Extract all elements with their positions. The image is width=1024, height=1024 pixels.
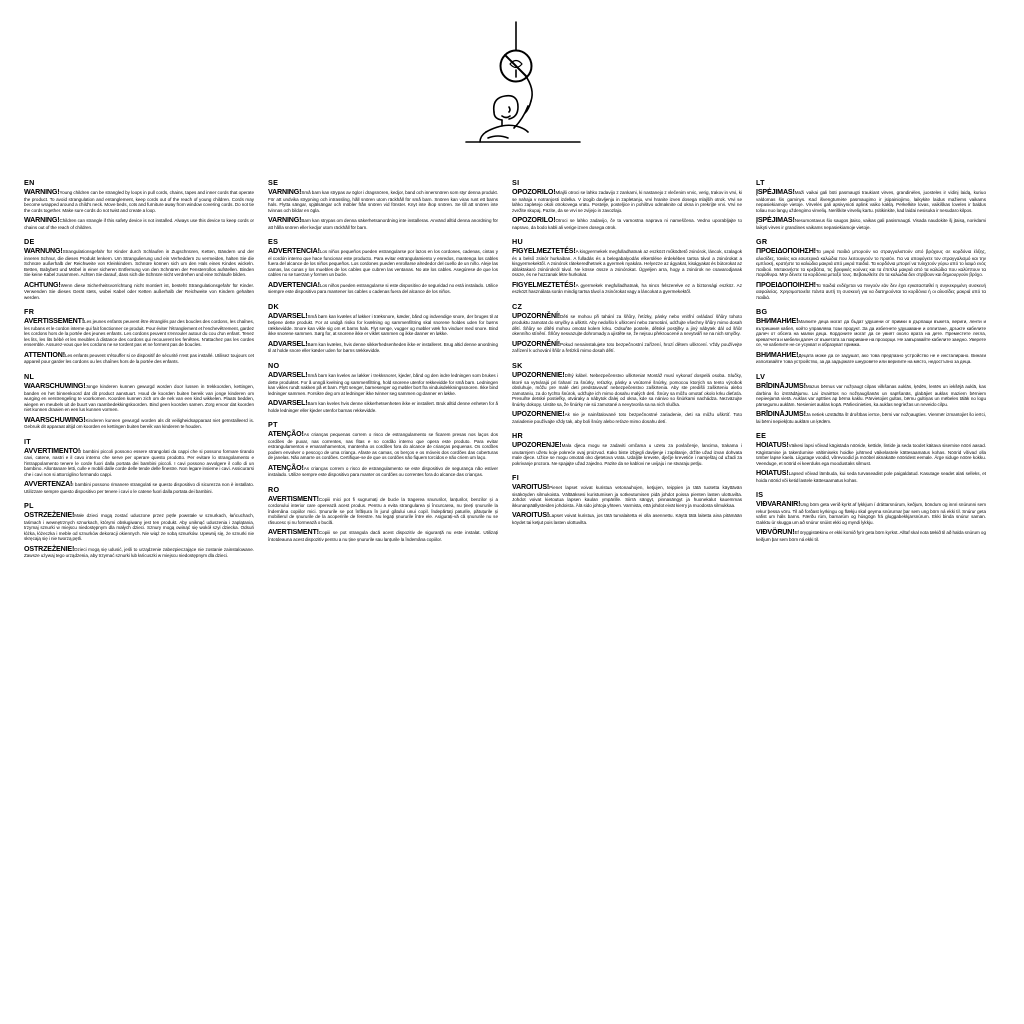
lang-block-es	[268, 237, 498, 295]
warning-body: Maži vaikai gali būti pasmaugti traukiant virves, grandinėles, juosteles ir vidinį laidą, kuriuo valdomas šis gaminys. Kad išvengtumėte pasmaugimo ir įsipainiojimo, laikykite laidus mažiems vaikams nepasiekiamoje vietoje. Virvelės gali apsivynioti aplink vaiko kaklą. Perkelkite lovas, vaikiškas loveles ir baldus toliau nuo langų uždengimo virvelių. Neriškite virvelių kartu. Įsitikinkite, kad laidai nesisuka ir nesudaro kilpos.	[756, 190, 986, 213]
language-column-2	[268, 178, 512, 566]
warning-body: Wenn diese Sicherheitsvorrichtung nicht montiert ist, besteht Strangulationsgefahr für Kinder. Verwenden Sie dieses Gerät stets, wobei Kabel oder Ketten außerhalb der Reichweite von Kindern gehalten werden.	[24, 282, 254, 300]
warning-paragraph	[24, 511, 254, 542]
warning-body: Små barn kan strypas av öglor i dragsnören, kedjor, band och innersnören som styr denna produkt. För att undvika strypning och intrassling, håll snören utom räckhåll för små barn. Snören kan viras runt ett barns hals. Flytta sängar, spjälsängar och möbler från snören vid fönster. Knyt inte ihop snören. Se till att snören inte tvinnas och bildar en ögla.	[268, 190, 498, 213]
warning-paragraph	[512, 247, 742, 278]
warning-body: Dlhý kábel. Nebezpečenstvo uškrtenia! Montáž musí vykonať dospelá osoba. Slučky, ktoré sa vytvárajú pri ťahaní za šnúrky, reťazky, pásky a vnútorné šnúrky, pomocou ktorých sa tento výrobok obsluhuje, môžu pre malé deti predstavovať nebezpečenstvo zaškrtenia. Aby ste predišli zaškrteniu alebo zamotaniu, za do tychto šnúrok, udržujte ich mimo dosahu malých detí. Šnúry sa môžu omotať okolo krku dieťaťa. Presuňte detské postieľky, otváraky a nábytok ďalej od okna, kde sa nánivo so šnúrkami nachádza. Nezväzujte šnúrky dokopy. Uistite sa, že šnúrky nie sú zamotané a nevytvorila sa na nich slučka.	[512, 372, 742, 407]
warning-body: As crianças correm o risco de estrangulamento se este dispositivo de segurança não estiver instalado. Utilize sempre este dispositivo para manter os cordões ou correntes fora do alcance das crianças.	[268, 465, 498, 478]
lang-block-ro	[268, 485, 498, 543]
warning-heading: UPOZORNENIE!	[512, 410, 565, 419]
warning-heading: ATTENTION!	[24, 350, 65, 359]
lang-block-bg	[756, 307, 986, 365]
warning-heading: ADVARSEL!	[268, 370, 308, 379]
warning-paragraph	[24, 382, 254, 413]
warning-body: I bambini piccoli possono essere strangolati da cappi che si possono formare tirando cavi, catene, nastri e il cavo interno che serve per operare questo prodotto. Per evitare lo strangolamento e l'intrappolamento tenere le corde fuori dalla portata dei bambini piccoli. I cavi possono avvolgere il collo di un bambino. Allontanare letti, culle e mobili dalle corde delle tende delle finestre. Non legare insieme i cavi. Assicurarsi che i cavi non si attorciglino formando cappi.	[24, 448, 254, 477]
lang-block-is	[756, 490, 986, 542]
lang-code-no: NO	[268, 360, 280, 370]
warning-heading: AVERTISSEMENT!	[24, 317, 85, 326]
warning-paragraph	[756, 382, 986, 407]
warning-paragraph	[756, 351, 986, 365]
warning-heading: ACHTUNG!	[24, 280, 61, 289]
warning-paragraph	[756, 317, 986, 348]
warning-body: Barn kan strypas om denna säkerhetsanordning inte installeras. Använd alltid denna anordning för att hålla snören eller kedjor utom räckhåll för barn.	[268, 218, 498, 230]
lang-code-is: IS	[756, 490, 764, 500]
warning-heading: ВНИМАНИЕ!	[756, 317, 799, 326]
lang-block-hr	[512, 431, 742, 466]
warning-body: Dzieci mogą się udusić, jeśli to urządzenie zabezpieczające nie zostanie zainstalowane. Zawsze używaj tego urządzenia, aby trzymać sznurki lub łańcuszki w miejscu niedostępnym dla dzieci.	[24, 546, 254, 559]
lang-code-si: SI	[512, 178, 520, 187]
warning-body: Τα μικρά παιδιά μπορούν να στραγγαλιστούν από βρόχους σε κορδόνια έλξης, αλυσίδες, ταινίες και εσωτερικά καλώδια που λειτουργούν το προϊόν. Για να αποφύγετε τον στραγγαλισμό και την εμπλοκή, κρατήστε τα καλώδια μακριά από μικρά παιδιά. Τα κορδόνια μπορεί να τυλιχτούν γύρω από το λαιμό ενός παιδιού. Μετακινήστε τα κρεβάτια, τις βρεφικές κούνιες και τα έπιπλα μακριά από τα καλώδια που καλύπτουν τα παράθυρα. Μην δένετε τα κορδόνια μεταξύ τους. Βεβαιωθείτε ότι τα καλώδια δεν στρίβουν και δημιουργούν βρόχο.	[756, 249, 986, 278]
warning-body: Mazus bērnus var nožņaugt cilpas vilkšanas auklās, ķēdēs, lentēs un iekšējā auklā, kas darbina šo izstrādājumu. Lai izvairītos no nožņaugšanās un sapīšanās, glabājiet auklas maziem bērniem nepieejamā vietā. Auklas var aptīties ap bērna kaklu. Pārvietojiet gultas, bērnu gultiņas un mēbeles tālāk no logu pārsegumu auklām. Nesieniet auklas kopā. Pārliecinieties, ka auklas negriežas un neveido cilpu.	[756, 383, 986, 407]
warning-body: Mlajši otroci se lahko zadavijo z zankami, ki nastanejo z vlečenim vrvic, verig, trakov in vrvi, ki se nahaja v notranjosti izdelka. V izogib davljenju in zapletanju, vrvi hranite izven dosega mlajših otrok. Vrvi se lahko zapletejo okoli otrokovega vratu. Postelje, posteljice in pohištvo odmaknite od okna in prekrijte vrvi. Vrvi ne zvežite skupaj. Pazite, da se vrvi ne zvijejo in zavozlajo.	[512, 190, 742, 213]
warning-paragraph	[24, 447, 254, 478]
warning-heading: ВНИМАНИЕ!	[756, 350, 799, 359]
lang-code-lv: LV	[756, 371, 766, 381]
warning-heading: ĮSPĖJIMAS!	[756, 188, 795, 196]
warning-heading: WARNING!	[24, 216, 60, 225]
warning-paragraph	[268, 216, 498, 230]
lang-block-lv	[756, 372, 986, 424]
warning-heading: UPOZORNENIE!	[512, 370, 565, 379]
warning-body: Väikesi lapsi võivad kägistada nööride, kettide, lintide ja seda toodet käitava sisemise nööri aasad. Kägistamise ja takerdumise vältimiseks hoidke juhtmed väikelastele kättesaamatus kohas. Nöörid võivad olla ümber lapse kaela. Liigutage voodid, võrevoodid ja mööbel aknakatte nööridest eemale. Ärge siduge nööre kokku. Veenduge, et nöörid ei keerduks ega moodustaks silmust.	[756, 443, 986, 466]
warning-heading: ATENÇÃO!	[268, 463, 304, 472]
warning-heading: ATENÇÃO!	[268, 430, 304, 439]
warning-heading: ΠΡΟΕΙΔΟΠΟΙΗΣΗ!	[756, 247, 816, 256]
lang-block-pl	[24, 501, 254, 559]
warning-body: Små barn kan kveles av løkker i trekksnorer, kjeder, bånd og den indre ledningen som brukes i dette produktet. For å unngå kvelning og sammenfiltring, hold snorene utenfor rekkevidde for små barn. Ledningen kan vikles rundt nakken på et barn. Flytt senger, barnesenger og møbler bort fra vinduisdekkningssnoren. Ikke bind ledninger sammen. Forsikre deg om at ledninger ikke tvinner seg sammen og danner en løkke.	[268, 372, 498, 396]
warning-heading: WARNUNG!	[24, 247, 63, 256]
warning-body: Barn kan kveles hvis denne sikkerhetsenheten ikke er installert. Bruk alltid denne enheten for å holde ledninger eller kjeder utenfor barnas rekkevidde.	[268, 401, 498, 413]
warning-heading: UPOZORNĚNÍ!	[512, 311, 561, 320]
warning-paragraph	[24, 545, 254, 559]
warning-heading: OPOZORILO!	[512, 188, 556, 196]
warning-paragraph	[756, 247, 986, 278]
warning-heading: AVVERTENZA!	[24, 480, 73, 489]
lang-block-se	[268, 178, 498, 230]
lang-block-gr	[756, 237, 986, 300]
warning-heading: ADVERTENCIA!	[268, 280, 320, 289]
warning-paragraph	[24, 216, 254, 230]
lang-block-pt	[268, 420, 498, 478]
lang-block-nl	[24, 372, 254, 430]
warning-body: Børn kan kvæles, hvis denne sikkerhedsenheden ikke er installeret. Brug altid denne anordning til at holde snore eller kæder uden for børns rækkevidde.	[268, 341, 498, 354]
lang-block-en	[24, 178, 254, 230]
warning-paragraph	[512, 312, 742, 337]
lang-code-it: IT	[24, 436, 31, 446]
warning-heading: VARNING!	[268, 188, 302, 196]
language-column-4	[756, 178, 1000, 566]
warning-body: Lapset voivat kuristua, jos tätä turvalaitetta ei olla asennettu. Käytä tätä laitetta aina pitämään köydet tai ketjut pois lasten ulottuvilta.	[512, 513, 742, 525]
lang-block-it	[24, 437, 254, 495]
lang-code-gr: GR	[756, 237, 768, 247]
warning-paragraph	[268, 430, 498, 461]
lang-block-no	[268, 361, 498, 413]
warning-body: Les jeunes enfants peuvent être étranglés par des boucles des cordons, les chaînes, les rubans et le cordon interne qui fait fonctionner ce produit. Pour éviter l'étranglement et l'enchevêtrement, gardez les cordons hors de la portée des jeunes enfants. Les cordons peuvent s'enrouler autour du cou d'un enfant. Tenez les lits, les lits bébé et les meubles à distance des cordons qui recouvrent les fenêtres. N'attachez pas les cordes ensemble. Assurez-vous que les cordons ne se tordent pas et ne forment pas de boucles.	[24, 319, 254, 348]
warning-body: I bambini possono rimanere strangolati se questo dispositivo di sicurezza non è installato. Utilizzare sempre questo dispositivo per tenere i cavi o le catene fuori dalla portata dei bambini.	[24, 482, 254, 494]
warning-heading: ADVARSEL!	[268, 311, 308, 320]
lang-code-cz: CZ	[512, 301, 523, 311]
lang-code-fi: FI	[512, 473, 519, 483]
warning-body: Ung börn geta verið kyrkt af lykkjum í dráttarsnúrum, keðjum, böndum og innri snúrunni sem rekur þessa vöru. Til að forðast kyrkingu og flækju skal geyma snúrurnar þar sem ung börn ná ekki til. Snúrur geta vafist um háls barns. Færðu rúm, barnarúm og húsgögn frá gluggabekkjarsnúrum. Ekki binda snúrur saman. Gakktu úr skugga um að snúrur snúist ekki og myndi lykkju.	[756, 502, 986, 525]
warning-paragraph	[268, 188, 498, 213]
warning-paragraph	[268, 495, 498, 526]
warning-paragraph	[512, 188, 742, 213]
warning-body: Små børn kan kvæles af løkker i træksnore, kæder, bånd og indvendige snore, der bruges til at betjene dette produkt. For at undgå risiko for kvælning og sammenfiltring skal snorene holdes uden for børns rækkevidde. Snore kan vikle sig om et barns hals. Flyt senge, vugger og møbler væk fra vinduer med snore. Bind ikke snorene sammen. Sørg for, at snorene ikke er viklet sammen og ikke danner en løkke.	[268, 313, 498, 337]
warning-heading: OSTRZEŻENIE!	[24, 544, 75, 553]
warning-body: Los niños pequeños pueden estrangularse por lazos en los cordones, cadenas, cintas y el cordón interno que hace funcionar este producto. Para evitar estrangulamiento y enredos, mantenga los cables fuera del alcance de los niños pequeños. Los cordones pueden enrollarse alrededor del cuello de un niño. Aleje las camas, las cunas y los muebles de los cables que cubren las ventanas. No ate los cables. Asegúrese de que los cables no se tuerzan y formen un bucle.	[268, 249, 498, 278]
warning-body: Otroci se lahko zadavijo, če ta varnostna naprava ni nameščena. Vedno uporabljajte to napravo, da bodo kabli ali verige izven dosega otrok.	[512, 218, 742, 230]
warning-body: Pokud nenainstalujete toto bezpečnostní zařízení, hrozí dětem uškrcení. Vždy používejte zařízení k uchování šňůr a řetízků mimo dosah dětí.	[512, 341, 742, 354]
warning-body: As crianças pequenas correm o risco de estrangulamento se ficarem presas nos laços dos cordões de puxar, nas correntes, nas fitas e no cordão interno que opera este produto. Para evitar estrangulamentos e emaranhamentos, mantenha os cordões fora do alcance de crianças pequenas. Os cordões podem envolver o pescoço de uma criança. Afaste as camas, os berços e os móveis dos cordões das coberturas de janelas. Não amarre os cordões. Certifique-se de que os cordões não fiquem torcidos e não criem um laço.	[268, 432, 498, 461]
lang-block-lt	[756, 178, 986, 230]
warning-body: Jonge kinderen kunnen gewurgd worden door lussen in trekkoorden, kettingen, banden en het binnenkoord dat dit product aanstuurt. Houd de koorden buiten bereik van jonge kinderen om wurging en verstrengeling te voorkomen. Koorden kunnen zich om de nek van een kind wikkelen. Plaats bedden, wiegen en meubels uit de buurt van raambedekkingskoorden. Bind geen koorden samen. Zorg ervoor dat koorden niet kunnen draaien en een lus kunnen vormen.	[24, 383, 254, 413]
lang-code-ro: RO	[268, 484, 280, 494]
warning-heading: ADVARSEL!	[268, 339, 308, 348]
warning-paragraph	[512, 483, 742, 508]
warning-paragraph	[756, 216, 986, 230]
warning-paragraph	[24, 480, 254, 494]
lang-block-dk	[268, 302, 498, 354]
warning-body: Децата може да се задушат, ако това предпазно устройство не е инсталирано. Винаги използвайте това устройство, за да задържате шнуровете или веригите на място, недостъпно за деца.	[756, 352, 986, 365]
warning-paragraph	[24, 281, 254, 301]
warning-paragraph	[756, 188, 986, 213]
warning-paragraph	[24, 188, 254, 213]
lang-block-ee	[756, 431, 986, 483]
warning-paragraph	[24, 317, 254, 348]
warning-paragraph	[512, 371, 742, 407]
warning-body: A kisgyermekek megfulladhatnak az eszközt működtető zsinórok, láncok, szalagok és a belső zsinór hurkaiban. A fulladás és a belegabalyodás elkerülése érdekében tartsa távol a zsinórokat a kisgyermekektől. A zsinórok rátekeredhetnek a gyermek nyakára. Helyezze az ágyakat, kiságyakat és bútorokat az ablaktakaró zsinórokról távol. Ne kösse össze a zsinórokat. Ügyeljen arra, hogy a zsinórok ne csavarodjanak össze, és ne hozzanak létre hurkokat.	[512, 249, 742, 278]
warning-heading: VIÐVARANIR!	[756, 500, 801, 509]
lang-code-de: DE	[24, 237, 35, 247]
warning-paragraph	[268, 312, 498, 337]
warning-body: Ak nie je nainštalované toto bezpečnostné zariadenie, deti sa môžu uškrtiť. Toto zariadenie používajte vždy tak, aby boli šnúry alebo reťaze mimo dosahu detí.	[512, 412, 742, 424]
warning-paragraph	[756, 469, 986, 483]
warning-heading: WAARSCHUWING!	[24, 415, 86, 424]
warning-heading: VARNING!	[268, 216, 302, 225]
warning-heading: WARNING!	[24, 188, 60, 196]
warning-body: Małe dzieci mogą zostać uduszone przez pętle powstałe w sznurkach, łańcuchach, taśmach i wewnętrznych sznurkach, którymi obsługiwany jest ten produkt. Aby uniknąć uduszenia i zaplątania, trzymaj sznurki w miejscu niedostępnym dla małych dzieci. Sznury mogą owinąć się wokół szyi dziecka. Odsuń łóżka, łóżeczka i meble od sznurków dekoracji okiennych. Nie wiąż ze sobą sznurków. Upewnij się, że sznurki nie skręcają się i nie tworzą pętli.	[24, 513, 254, 542]
warning-paragraph	[268, 371, 498, 396]
warning-heading: ĮSPĖJIMAS!	[756, 216, 795, 225]
warning-paragraph	[512, 340, 742, 354]
warning-heading: FIGYELMEZTETÉS!	[512, 280, 576, 289]
lang-code-pl: PL	[24, 501, 34, 511]
lang-block-cz	[512, 302, 742, 354]
lang-block-fr	[24, 307, 254, 365]
lang-block-fi	[512, 473, 742, 525]
lang-block-de	[24, 237, 254, 300]
warning-heading: FIGYELMEZTETÉS!	[512, 247, 576, 256]
warning-heading: VAROITUS!	[512, 511, 550, 520]
warning-paragraph	[24, 351, 254, 365]
warning-heading: HOIATUS!	[756, 441, 789, 450]
warning-paragraph	[756, 528, 986, 542]
warning-paragraph	[756, 281, 986, 301]
warning-paragraph	[268, 464, 498, 478]
warning-paragraph	[756, 500, 986, 525]
lang-code-se: SE	[268, 178, 279, 187]
warning-paragraph	[756, 410, 986, 424]
warning-heading: WAARSCHUWING!	[24, 381, 86, 390]
warning-heading: HOIATUS!	[756, 469, 789, 478]
lang-code-nl: NL	[24, 371, 35, 381]
lang-code-fr: FR	[24, 307, 35, 317]
warning-paragraph	[24, 247, 254, 278]
lang-block-hu	[512, 237, 742, 295]
warning-paragraph	[512, 216, 742, 230]
warning-body: Copiii mici pot fi sugrumați de bucle la tragerea snururilor, lanțurilor, benzilor și a cordonului interior care operează acest produs. Pentru a evita strangularea și încurcarea, nu țineți șnururile la îndemâna copiilor mici. Șnururile se pot înfășura în jurul gâtului unui copil. Îndepărtați paturile, pătuțurile și mobilierul de șnururile de la acoperirile de ferestre. Nu legați șnururile între ele. Asigurați-vă că șnururile nu se răsucesc și nu formează o buclă.	[268, 496, 498, 525]
lang-block-si	[512, 178, 742, 230]
warning-heading: AVERTISMENT!	[268, 528, 319, 537]
warning-body: Strangulationsgefahr für Kinder durch Schlaufen in Zugschnüren, Ketten, Bändern und der inneren Schnur, die dieses Produkt lenkern. Um Strangulierung und ein Verheddern zu vermeiden, halten Sie die Schnüre außerhalb der Reichweite von Kleinkindern. Schnüre können sich um den Hals eines Kindes wickeln. Betten, Babybett und Möbel in einer sicheren Entfernung von den Schnüren der Fensterrollos aufstellen. Binden Sie keine Kabel zusammen. Achten Sie darauf, dass sich die Schnüre nicht verdrehen und eine Schlaufe bilden.	[24, 249, 254, 278]
warning-body: Los niños pueden estrangularse si este dispositivo de seguridad no está instalado. Utilice siempre este dispositivo para mantener los cables o cadenas fuera del alcance de los niños.	[268, 282, 498, 295]
warning-paragraph	[512, 281, 742, 295]
warning-paragraph	[24, 416, 254, 430]
warning-body: Děti se mohou při tahání za šňůry, řetízky, pásky nebo vnitřní ovládací šňůry tohoto produktu zamotat do smyčky a uškrtit. Aby nedošlo k uškrcení nebo zamotání, udržujte všechny šňůry mimo dosah dětí. Šňůry se dítěti mohou omotat kolem krku. Odsuňte postele, dětské postýlky a jiný nábytek dál od šňůr okenního stínění. Šňůry nesvazujte dohromady a ujistěte se, že nejsou překroucené a nevytváří se na nich smyčky.	[512, 313, 742, 337]
warning-body: Малките деца могат да бъдат удушени от примки в дърпащи въжета, вериги, ленти и вътрешния кабел, който управлява този продукт. За да избегнете удушаване и оплитане, дръжте кабелите далеч от обсега на малки деца. Кордоните могат да се увият около врата на дете. Преместете легла, креватчета и мебели далеч от въжетата за покриване на прозорци. Не завързвайте кабелите заедно. Уверете се, че кабелите не се усукват и образуват примка.	[756, 319, 987, 348]
warning-heading: AVERTISMENT!	[268, 494, 319, 503]
warning-paragraph	[512, 441, 742, 466]
warning-body: Ef öryggistækinu er ekki komið fyrir geta börn kyrkst. Alltaf skal nota tækið til að halda snúrum og keðjum þar sem börn ná ekki til.	[756, 530, 986, 542]
warning-paragraph	[268, 340, 498, 354]
lang-code-lt: LT	[756, 178, 765, 187]
warning-heading: UPOZORNĚNÍ!	[512, 339, 561, 348]
warning-body: Τα παιδιά ενδέχεται να πνιγούν εάν δεν έχει εγκατασταθεί η συγκεκριμένη συσκευή ασφαλείας. Χρησιμοποιείτε πάντα αυτή τη συσκευή για να διατηρούνται τα κορδόνια ή οι αλυσίδες μακριά από τα παιδιά.	[756, 282, 986, 300]
warning-body: Mala djeca mogu se zadaviti omčama u uzetu za povlačenje, lancima, trakama i unutarnjem užetu koje pokreće ovaj proizvod. Kako biste izbjegli davljenje i zaplitanje, držite užad izvan dohvata male djece. Užice se mogu omotati oko djetetova vrata. Udaljite krevete, dječje krevetiće i namještaj od užadi za pokrivanje prozora. Ne spajajte užad zajedno. Pazite da se kablovi ne uvijaju i ne stvaraju petlju.	[512, 443, 742, 466]
warning-body: Children can strangle if this safety device is not installed. Always use this device to keep cords or chains out of the reach of children.	[24, 218, 254, 230]
warning-heading: UPOZORENJE!	[512, 441, 562, 450]
lang-code-hu: HU	[512, 237, 523, 247]
warning-body: Copiii se pot strangula dacă acest dispozitiv de siguranță nu este instalat. Utilizați întotdeauna acest dispozitiv pentru a nu ține șnururile sau lanțurile la îndemâna copiilor.	[268, 530, 498, 542]
warning-heading: OSTRZEŻENIE!	[24, 511, 75, 520]
warning-heading: BRĪDINĀJUMS!	[756, 381, 806, 390]
lang-block-sk	[512, 361, 742, 424]
lang-code-bg: BG	[756, 307, 768, 317]
warning-paragraph	[268, 528, 498, 542]
warning-heading: VAROITUS!	[512, 483, 550, 492]
warning-body: Lapsed võivad lämbuda, kui seda turvaseadist pole paigaldatud. Kasutage seadet alati selleks, et hoida nöörid või ketid lastele kättesaamatus kohas.	[756, 471, 986, 483]
warning-body: Ja netiek uzstādīta šī drošības ierīce, bērni var nožņaugties. Vienmēr izmantojiet šo ierīci, lai bērni nepiekļūtu auklām un ķēdēm.	[756, 412, 986, 424]
warning-heading: ΠΡΟΕΙΔΟΠΟΙΗΣΗ!	[756, 280, 816, 289]
warning-body: Pienet lapset voivat kuristua vetonauhojen, ketjujen, teippien ja tätä tuotetta käyttävän sisäköyden silmukoista. Vältääksesi kuristumisen ja sotkeutumisen pidä johdot poissa pienten lasten ulottuvilta. Johdot voivat kietoutua lapsen kaulan ympärille. Siirrä sängyt, pinnasängyt ja huonekalut kauemmas ikkunanpäällysteiden johdoista. Älä sido johtoja yhteen. Varmista, että johdot eivät kierry ja muodosta silmukkaa.	[512, 485, 742, 508]
warning-heading: VIÐVÖRUN!	[756, 528, 795, 537]
warning-heading: OPOZORILO!	[512, 216, 556, 225]
warning-heading: BRĪDINĀJUMS!	[756, 410, 806, 419]
lang-code-en: EN	[24, 178, 35, 187]
lang-code-dk: DK	[268, 301, 279, 311]
warning-heading: ADVERTENCIA!	[268, 247, 320, 256]
warning-body: Kinderen kunnen gewurgd worden als dit veiligheidsapparaat niet geïnstalleerd is. Gebruik dit apparaat altijd om koorden en kettingen buiten bereik van kinderen te houden.	[24, 417, 254, 430]
warning-heading: AVVERTIMENTO!	[24, 446, 81, 455]
warning-paragraph	[268, 399, 498, 413]
language-column-3	[512, 178, 756, 566]
lang-code-ee: EE	[756, 431, 767, 441]
warning-body: Young children can be strangled by loops in pull cords, chains, tapes and inner cords that operate the product. To avoid strangulation and entanglement, keep cords out of the reach of young children. Cords may become wrapped around a child's neck. Move beds, cots and furniture away from window covering cords. Do not tie the cords together. Make sure cords do not twist and create a loop.	[24, 190, 254, 213]
lang-code-es: ES	[268, 237, 279, 247]
warning-paragraph	[512, 410, 742, 424]
lang-code-pt: PT	[268, 420, 278, 430]
language-column-1	[24, 178, 268, 566]
child-strangulation-warning-pictogram	[430, 20, 610, 160]
warning-body: A gyermekek megfulladhatnak, ha nincs felszerelve ez a biztonsági eszköz. Az eszközt használata során mindig tartsa távol a zsinórokat vagy a láncokat a gyermekektől.	[512, 282, 742, 295]
warning-paragraph	[756, 441, 986, 466]
warning-body: Nesumontavus šio saugos įtaiso, vaikas gali pasismaugti. Visada naudokite šį įtaisą, norėdami laikyti virves ir grandines vaikams nepasiekiamoje vietoje.	[756, 218, 986, 230]
warning-body: Les enfants peuvent s'étouffer si ce dispositif de sécurité n'est pas installé. Utilisez toujours cet appareil pour garder les cordons ou les chaînes hors de la portée des enfants.	[24, 352, 254, 365]
warning-paragraph	[268, 281, 498, 295]
warning-text-columns	[0, 178, 1024, 566]
lang-code-hr: HR	[512, 431, 523, 441]
warning-paragraph	[268, 247, 498, 278]
warning-paragraph	[512, 511, 742, 525]
warning-heading: ADVARSEL!	[268, 399, 308, 408]
lang-code-sk: SK	[512, 360, 523, 370]
